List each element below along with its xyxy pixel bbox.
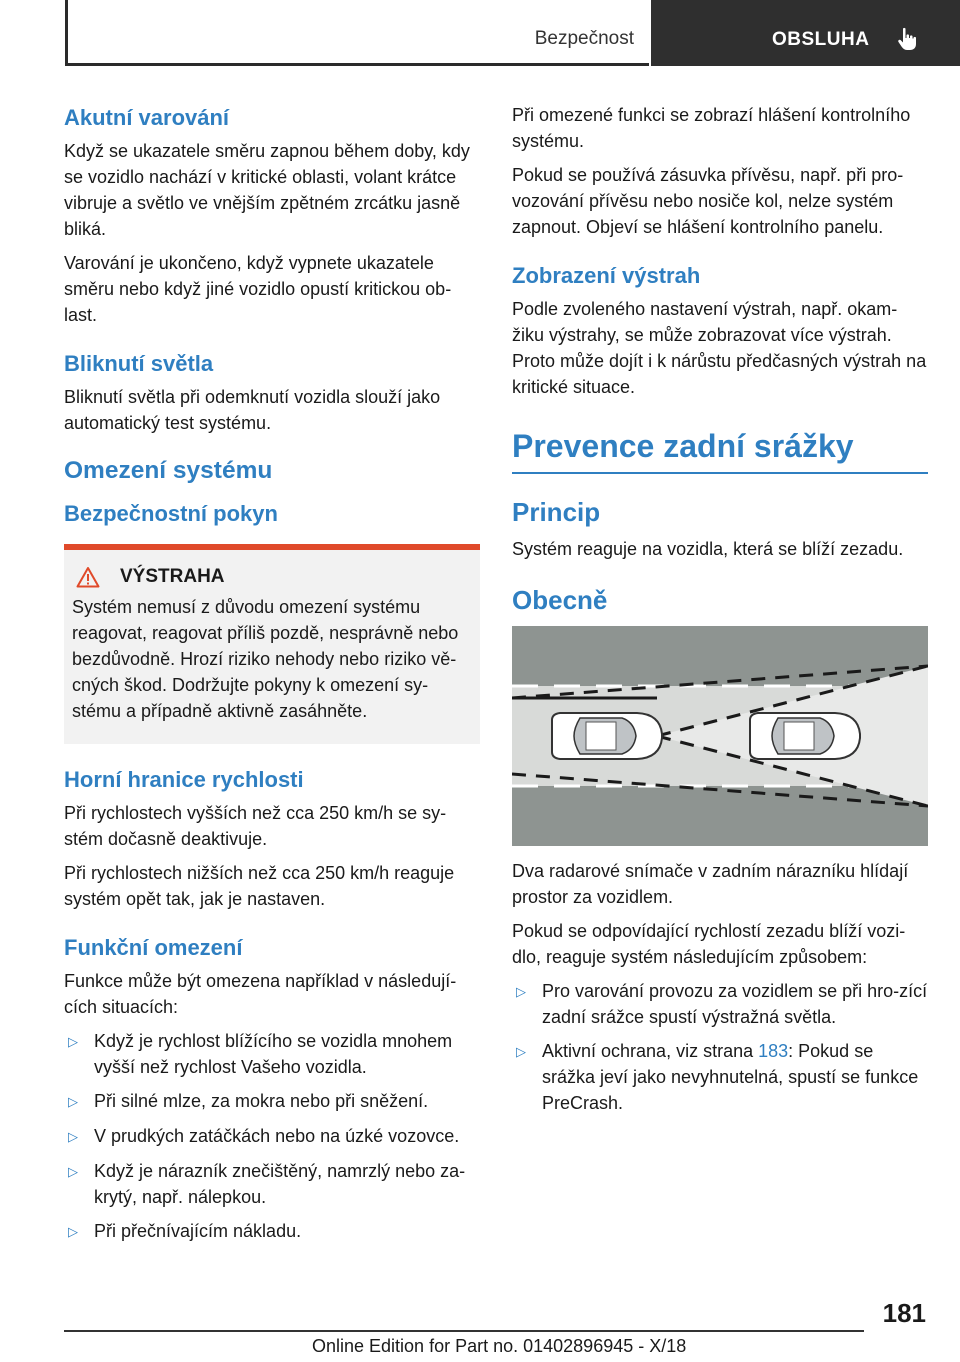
list-item-text: V prudkých zatáčkách nebo na úzké vozovce.	[94, 1126, 460, 1146]
right-column	[512, 100, 928, 1124]
header-chapter-label: OBSLUHA	[772, 29, 870, 50]
warning-box	[64, 544, 480, 744]
paragraph-radar: Dva radarové snímače v zadním nárazníku hlídají prostor za vozidlem.	[512, 861, 909, 907]
paragraph-princip: Systém reaguje na vozidla, která se blíží zezadu.	[512, 539, 904, 559]
list-item	[64, 1218, 480, 1245]
list-item	[64, 1088, 480, 1115]
paragraph-omezene-2: Pokud se používá zásuvka přívěsu, např. při pro‐vozování přívěsu nebo nosiče kol, nelze systém zapnout. Objeví se hlášení kontrolního panelu.	[512, 165, 904, 237]
paragraph-akutni-2: Varování je ukončeno, když vypnete ukazatele směru nebo když jiné vozidlo opustí kritickou ob‐last.	[64, 253, 452, 325]
paragraph-horni-2: Při rychlostech nižších než cca 250 km/h reaguje systém opět tak, jak je nastaven.	[64, 863, 455, 909]
bullet-triangle-icon: ▷	[68, 1224, 78, 1239]
heading-zobrazeni-vystrah: Zobrazení výstrah	[512, 263, 701, 288]
heading-prevence-zadni-srazky: Prevence zadní srážky	[512, 426, 928, 474]
paragraph-pokud: Pokud se odpovídající rychlostí zezadu blíží vozi‐dlo, reaguje systém následujícím způsobem:	[512, 921, 906, 967]
radar-illustration	[512, 626, 928, 846]
heading-princip: Princip	[512, 497, 601, 527]
warning-header	[72, 566, 472, 588]
list-item	[64, 1028, 480, 1080]
list-item-text-pre: Aktivní ochrana, viz strana	[542, 1041, 759, 1061]
header-bottom-rule	[65, 63, 649, 66]
heading-horni-hranice: Horní hranice rychlosti	[64, 767, 304, 792]
heading-funkcni-omezeni: Funkční omezení	[64, 935, 243, 960]
list-item-text	[542, 1038, 928, 1116]
left-column	[64, 100, 480, 1253]
list-item	[512, 978, 928, 1030]
bullet-triangle-icon: ▷	[516, 984, 526, 999]
paragraph-funkcni: Funkce může být omezena například v následují‐cích situacích:	[64, 971, 457, 1017]
list-item-text: Při přečnívajícím nákladu.	[94, 1221, 302, 1241]
warning-triangle-icon	[76, 566, 100, 588]
warning-text: Systém nemusí z důvodu omezení systému reagovat, reagovat příliš pozdě, nesprávně nebo bezdůvodně. Hrozí riziko nehody nebo riziko vě‐cných škod. Dodržujte pokyny k omezení sy‐stému a případně aktivně zasáhněte.	[72, 597, 459, 721]
list-item-text: Pro varování provozu za vozidlem se při hro‐zící zadní srážce spustí výstražná světla.	[542, 981, 928, 1027]
list-item	[64, 1158, 480, 1210]
paragraph-zobrazeni: Podle zvoleného nastavení výstrah, např. okam‐žiku výstrahy, se může zobrazovat více výstrah. Proto může dojít i k nárůstu předčasných výstrah na kritické situace.	[512, 299, 927, 397]
paragraph-horni-1: Při rychlostech vyšších než cca 250 km/h se sy‐stém dočasně deaktivuje.	[64, 803, 447, 849]
car-own	[552, 713, 662, 759]
list-item-text: Když je nárazník znečištěný, namrzlý nebo za‐krytý, např. nálepkou.	[94, 1161, 466, 1207]
heading-bezpecnostni-pokyn: Bezpečnostní pokyn	[64, 501, 278, 526]
bullet-triangle-icon: ▷	[68, 1094, 78, 1109]
list-item-text-post: : Pokud se srážka jeví jako nevyhnutelná, spustí se funkce PreCrash.	[542, 1041, 919, 1113]
page-reference-link[interactable]: 183	[758, 1041, 789, 1061]
car-approaching	[750, 713, 860, 759]
header-section-title: Bezpečnost	[534, 28, 634, 49]
heading-bliknuti-svetla: Bliknutí světla	[64, 351, 214, 376]
bullet-triangle-icon: ▷	[516, 1044, 526, 1059]
page-number: 181	[882, 1298, 926, 1328]
hand-pointer-icon	[895, 26, 921, 52]
footer-rule	[64, 1330, 864, 1332]
list-item	[64, 1123, 480, 1150]
heading-omezeni-systemu: Omezení systému	[64, 457, 273, 484]
header-left-rule	[65, 0, 68, 66]
paragraph-bliknuti: Bliknutí světla při odemknutí vozidla slouží jako automatický test systému.	[64, 387, 441, 433]
bullet-triangle-icon: ▷	[68, 1034, 78, 1049]
bullet-triangle-icon: ▷	[68, 1164, 78, 1179]
heading-obecne: Obecně	[512, 585, 608, 615]
list-item-text: Když je rychlost blížícího se vozidla mnohem vyšší než rychlost Vašeho vozidla.	[94, 1031, 453, 1077]
bullet-triangle-icon: ▷	[68, 1129, 78, 1144]
warning-title: VÝSTRAHA	[120, 566, 225, 587]
list-item	[512, 1038, 928, 1116]
limitations-list	[64, 1028, 480, 1245]
reaction-list	[512, 978, 928, 1116]
footer-edition-text: Online Edition for Part no. 01402896945 - X/18	[312, 1336, 687, 1356]
paragraph-akutni-1: Když se ukazatele směru zapnou během doby, kdy se vozidlo nachází v kritické oblasti, volant krátce vibruje a světlo ve vnějším zpětném zrcátku jasně bliká.	[64, 141, 470, 239]
paragraph-omezene-1: Při omezené funkci se zobrazí hlášení kontrolního systému.	[512, 105, 911, 151]
list-item-text: Při silné mlze, za mokra nebo při sněžení.	[94, 1091, 429, 1111]
heading-akutni-varovani: Akutní varování	[64, 105, 230, 130]
